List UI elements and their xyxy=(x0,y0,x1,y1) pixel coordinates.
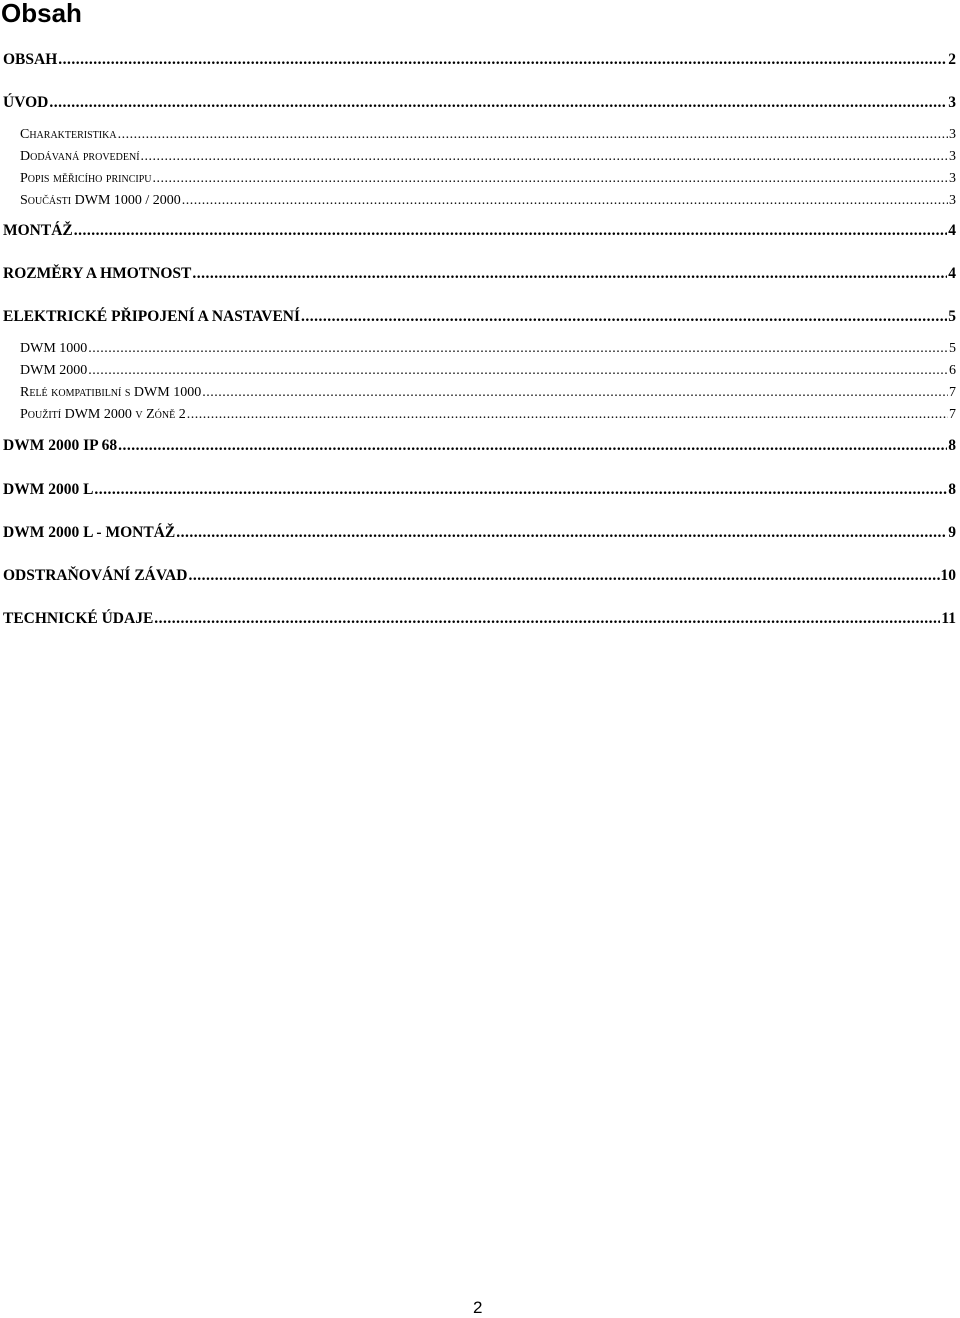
dot-leader xyxy=(176,523,947,543)
toc-entry-rozmery-a-hmotnost[interactable] xyxy=(3,264,956,284)
toc-entry-page: 3 xyxy=(949,149,956,164)
toc-entry-dodavana-provedeni[interactable] xyxy=(20,148,956,166)
dot-leader xyxy=(182,192,948,210)
toc-entry-rele-kompatibilni[interactable] xyxy=(20,384,956,402)
toc-entry-title-suffix: 2 xyxy=(178,407,186,422)
toc-entry-title: Dodávaná provedení xyxy=(20,149,140,164)
toc-entry-title xyxy=(20,406,186,424)
toc-entry-page: 8 xyxy=(948,437,956,454)
toc-entry-page: 7 xyxy=(949,385,956,400)
dot-leader xyxy=(301,307,947,327)
dot-leader xyxy=(152,170,948,188)
toc-entry-page: 4 xyxy=(948,222,956,239)
toc-entry-dwm-2000[interactable] xyxy=(20,362,956,380)
toc-entry-title: Popis měřicího principu xyxy=(20,171,152,186)
toc-entry-page: 3 xyxy=(949,127,956,142)
toc-entry-title xyxy=(20,192,181,210)
dot-leader xyxy=(187,406,948,424)
page-title: Obsah xyxy=(1,0,82,28)
toc-entry-title-prefix: Relé kompatibilní s xyxy=(20,385,131,400)
toc-entry-title: TECHNICKÉ ÚDAJE xyxy=(3,610,154,627)
toc-entry-page: 10 xyxy=(940,567,956,584)
table-of-contents xyxy=(0,0,960,640)
page-number: 2 xyxy=(473,1298,483,1317)
toc-entry-page: 3 xyxy=(949,171,956,186)
toc-entry-title: OBSAH xyxy=(3,51,58,68)
toc-entry-page: 8 xyxy=(948,481,956,498)
toc-entry-uvod[interactable] xyxy=(3,93,956,113)
toc-entry-title: DWM 2000 IP 68 xyxy=(3,437,118,454)
dot-leader xyxy=(154,609,940,629)
toc-entry-title-prefix2: v Zóně xyxy=(135,407,176,422)
toc-entry-title: ODSTRAŇOVÁNÍ ZÁVAD xyxy=(3,567,188,584)
toc-entry-title-suffix: DWM 1000 / 2000 xyxy=(74,193,181,208)
toc-entry-page: 5 xyxy=(948,308,956,325)
dot-leader xyxy=(118,436,947,456)
toc-entry-odstranovani-zavad[interactable] xyxy=(3,566,956,586)
toc-entry-title: ELEKTRICKÉ PŘIPOJENÍ A NASTAVENÍ xyxy=(3,308,301,325)
toc-entry-title: Charakteristika xyxy=(20,127,117,142)
toc-entry-page: 3 xyxy=(949,193,956,208)
toc-entry-page: 2 xyxy=(948,51,956,68)
toc-entry-title-middle: DWM 2000 xyxy=(64,407,132,422)
toc-entry-title: ROZMĚRY A HMOTNOST xyxy=(3,265,192,282)
dot-leader xyxy=(49,93,947,113)
toc-entry-page: 5 xyxy=(949,341,956,356)
dot-leader xyxy=(202,384,948,402)
toc-entry-dwm-1000[interactable] xyxy=(20,340,956,358)
toc-entry-title: MONTÁŽ xyxy=(3,222,73,239)
dot-leader xyxy=(141,148,948,166)
toc-entry-technicke-udaje[interactable] xyxy=(3,609,956,629)
toc-entry-title-suffix: DWM 1000 xyxy=(133,385,202,400)
toc-entry-charakteristika[interactable] xyxy=(20,126,956,144)
toc-entry-montaz[interactable] xyxy=(3,221,956,241)
toc-entry-pouziti-v-zone-2[interactable] xyxy=(20,406,956,424)
toc-entry-dwm-2000-l-montaz[interactable] xyxy=(3,523,956,543)
toc-entry-title-prefix: Použití xyxy=(20,407,62,422)
toc-entry-title: ÚVOD xyxy=(3,94,49,111)
toc-entry-dwm-2000-ip68[interactable] xyxy=(3,436,956,456)
dot-leader xyxy=(192,264,947,284)
toc-entry-elektricke-pripojeni[interactable] xyxy=(3,307,956,327)
toc-entry-page: 4 xyxy=(948,265,956,282)
toc-entry-soucasti-dwm[interactable] xyxy=(20,192,956,210)
toc-entry-title: DWM 2000 L - MONTÁŽ xyxy=(3,524,176,541)
toc-entry-page: 11 xyxy=(941,610,956,627)
toc-entry-title: DWM 2000 L xyxy=(3,481,94,498)
toc-entry-popis-mericiho-principu[interactable] xyxy=(20,170,956,188)
toc-entry-obsah[interactable] xyxy=(3,50,956,70)
toc-entry-page: 6 xyxy=(949,363,956,378)
dot-leader xyxy=(118,126,948,144)
toc-entry-dwm-2000-l[interactable] xyxy=(3,480,956,500)
dot-leader xyxy=(88,340,948,358)
toc-entry-title xyxy=(20,384,201,402)
toc-entry-title: DWM 2000 xyxy=(20,363,88,378)
toc-entry-title-prefix: Součásti xyxy=(20,193,72,208)
toc-entry-page: 9 xyxy=(948,524,956,541)
dot-leader xyxy=(58,50,947,70)
dot-leader xyxy=(188,566,939,586)
dot-leader xyxy=(88,362,948,380)
toc-entry-title: DWM 1000 xyxy=(20,341,88,356)
dot-leader xyxy=(74,221,948,241)
toc-entry-page: 3 xyxy=(948,94,956,111)
dot-leader xyxy=(94,480,947,500)
toc-entry-page: 7 xyxy=(949,407,956,422)
